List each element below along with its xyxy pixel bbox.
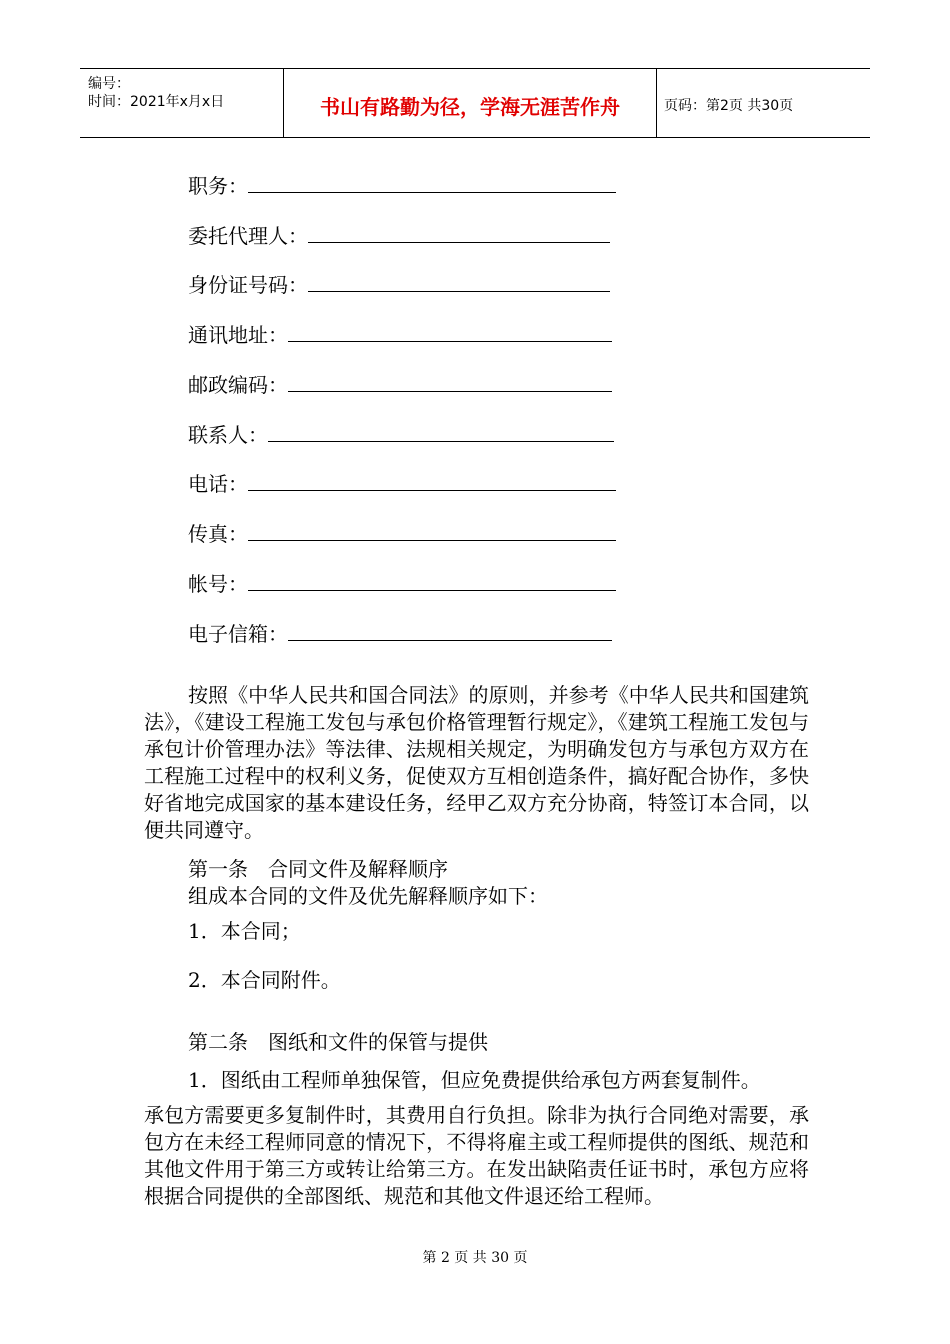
field-agent [188,222,610,248]
header-page-cell [656,69,870,137]
article2-body: 承包方需要更多复制件时，其费用自行负担。除非为执行合同绝对需要，承包方在未经工程师同意的情况下，不得将雇主或工程师提供的图纸、规范和其他文件用于第三方或转让给第三方。在发出缺陷责任证书时，承包方应将根据合同提供的全部图纸、规范和其他文件退还给工程师。 [144,1103,809,1208]
field-position [188,172,616,198]
field-label: 通讯地址： [188,323,288,347]
field-label: 传真： [188,522,248,546]
document-time-label: 时间：2021年x月x日 [88,94,225,110]
article1-item-2: 2．本合同附件。 [188,968,341,992]
page-footer: 第 2 页 共 30 页 [422,1250,528,1266]
article1-title: 第一条 合同文件及解释顺序 [188,857,448,881]
field-blank-line [308,222,610,243]
field-id-number [188,271,610,297]
document-number-label: 编号： [88,76,130,92]
field-blank-line [248,172,616,193]
field-label: 身份证号码： [188,273,308,297]
field-blank-line [288,620,612,641]
field-address [188,321,612,347]
field-blank-line [288,321,612,342]
article2-item-1: 1．图纸由工程师单独保管，但应免费提供给承包方两套复制件。 [188,1068,761,1092]
field-blank-line [288,371,612,392]
field-account [188,570,616,596]
header-motto-cell [283,69,657,137]
field-label: 帐号： [188,572,248,596]
field-label: 邮政编码： [188,373,288,397]
field-phone [188,470,616,496]
field-label: 电子信箱： [188,622,288,646]
field-email [188,620,612,646]
header-motto: 书山有路勤为径，学海无涯苦作舟 [320,95,620,119]
field-label: 电话： [188,472,248,496]
article1-item-1: 1．本合同； [188,919,301,943]
article2-title: 第二条 图纸和文件的保管与提供 [188,1030,488,1054]
page-header [80,68,870,138]
field-blank-line [248,520,616,541]
field-label: 委托代理人： [188,224,308,248]
article1-subtitle: 组成本合同的文件及优先解释顺序如下： [188,884,548,908]
field-label: 联系人： [188,423,268,447]
field-contact [188,421,614,447]
field-postcode [188,371,612,397]
field-blank-line [248,470,616,491]
field-fax [188,520,616,546]
header-page-info: 页码：第2页 共30页 [664,98,794,114]
header-meta [80,69,283,137]
field-blank-line [308,271,610,292]
intro-paragraph: 按照《中华人民共和国合同法》的原则，并参考《中华人民共和国建筑法》，《建设工程施工发包与承包价格管理暂行规定》，《建筑工程施工发包与承包计价管理办法》等法律、法规相关规定，为明确发包方与承包方双方在工程施工过程中的权利义务，促使双方互相创造条件，搞好配合协作，多快好省地完成国家的基本建设任务，经甲乙双方充分协商，特签订本合同，以便共同遵守。 [144,683,809,842]
field-label: 职务： [188,174,248,198]
field-blank-line [248,570,616,591]
field-blank-line [268,421,614,442]
